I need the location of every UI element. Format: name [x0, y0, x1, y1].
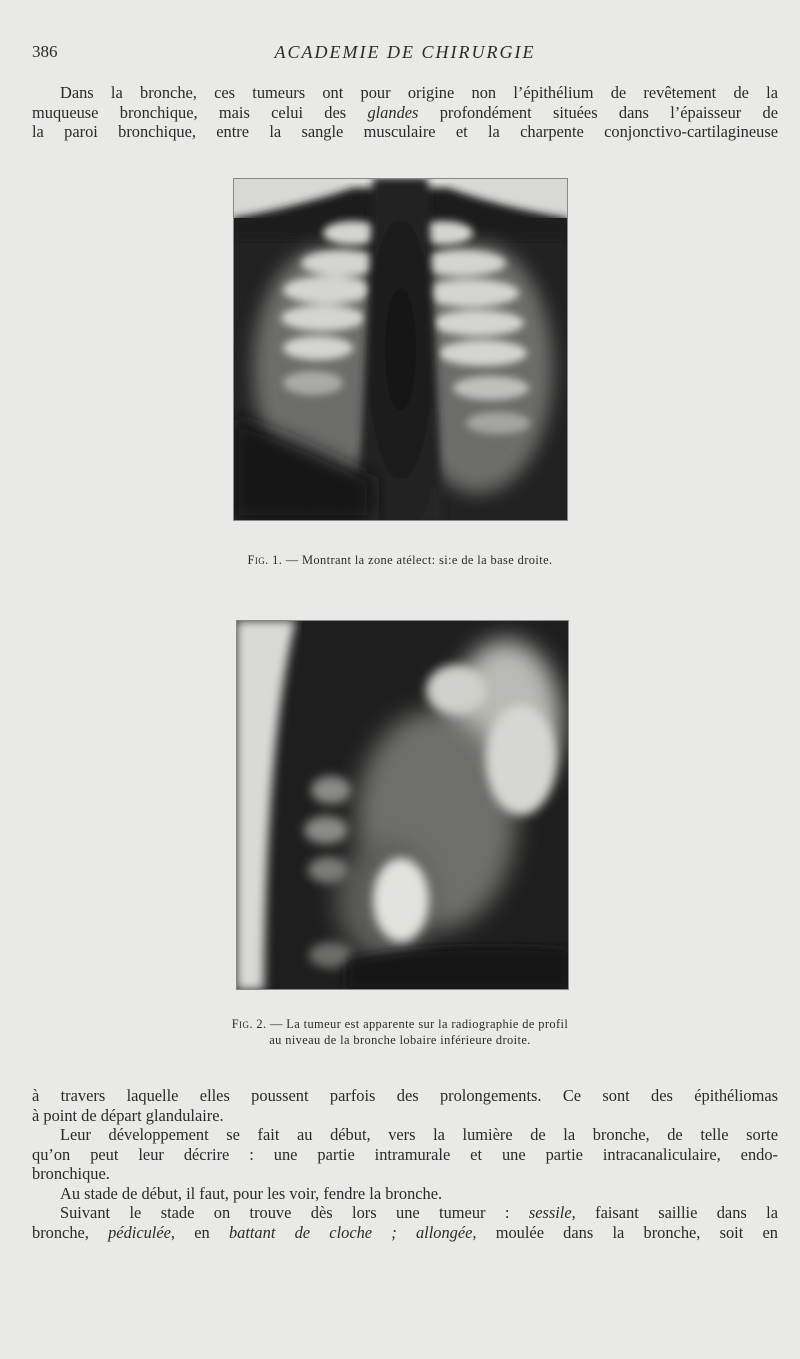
text-line: la paroi bronchique, entre la sangle musculaire et la charpente conjonctivo-cartilagineuse — [32, 122, 778, 141]
figure-label: Fig. 1. — [247, 553, 283, 567]
emphasis-text: glandes — [367, 102, 419, 122]
emphasis-text: sessile, — [528, 1203, 576, 1222]
text-line: Suivant le stade on trouve dès lors une tumeur : sessile, faisant saillie dans la — [60, 1203, 778, 1222]
chest-xray-lateral-image — [236, 620, 569, 990]
emphasis-text: pédiculée, — [108, 1222, 176, 1242]
emphasis-text: battant de cloche ; allongée, — [228, 1222, 477, 1242]
paragraph-bottom — [32, 1086, 778, 1242]
caption-line — [150, 1016, 650, 1032]
caption-text: — Montrant la zone atélect: si:e de la base droite. — [285, 553, 553, 567]
text-line: bronche, pédiculée, en battant de cloche ; allongée, moulée dans la bronche, soit en — [32, 1222, 778, 1242]
figure-2-radiograph — [236, 620, 569, 990]
text-line: à travers laquelle elles poussent parfois des prolongements. Ce sont des épithéliomas — [32, 1086, 778, 1105]
paragraph-top — [32, 83, 778, 142]
text-line: muqueuse bronchique, mais celui des glandes profondément situées dans l’épaisseur de — [32, 102, 778, 122]
page-number: 386 — [32, 42, 58, 61]
caption-line: au niveau de la bronche lobaire inférieure droite. — [269, 1033, 531, 1047]
caption-text: — La tumeur est apparente sur la radiographie de profil — [269, 1017, 569, 1031]
running-head — [32, 42, 778, 66]
text-line: Au stade de début, il faut, pour les voir, fendre la bronche. — [60, 1183, 443, 1203]
figure-1-radiograph — [233, 178, 568, 521]
text-line: Dans la bronche, ces tumeurs ont pour origine non l’épithélium de revêtement de la — [60, 83, 778, 102]
text-line: Leur développement se fait au début, vers la lumière de la bronche, de telle sorte — [60, 1125, 778, 1144]
figure-2-caption — [150, 1016, 650, 1048]
text-line: bronchique. — [32, 1164, 110, 1183]
text-line: à point de départ glandulaire. — [32, 1105, 224, 1125]
chest-xray-frontal-image — [233, 178, 568, 521]
figure-label: Fig. 2. — [231, 1017, 267, 1031]
journal-title: ACADEMIE DE CHIRURGIE — [274, 42, 536, 62]
text-line: qu’on peut leur décrire : une partie intramurale et une partie intracanaliculaire, endo- — [32, 1144, 778, 1164]
figure-1-caption — [150, 552, 650, 568]
